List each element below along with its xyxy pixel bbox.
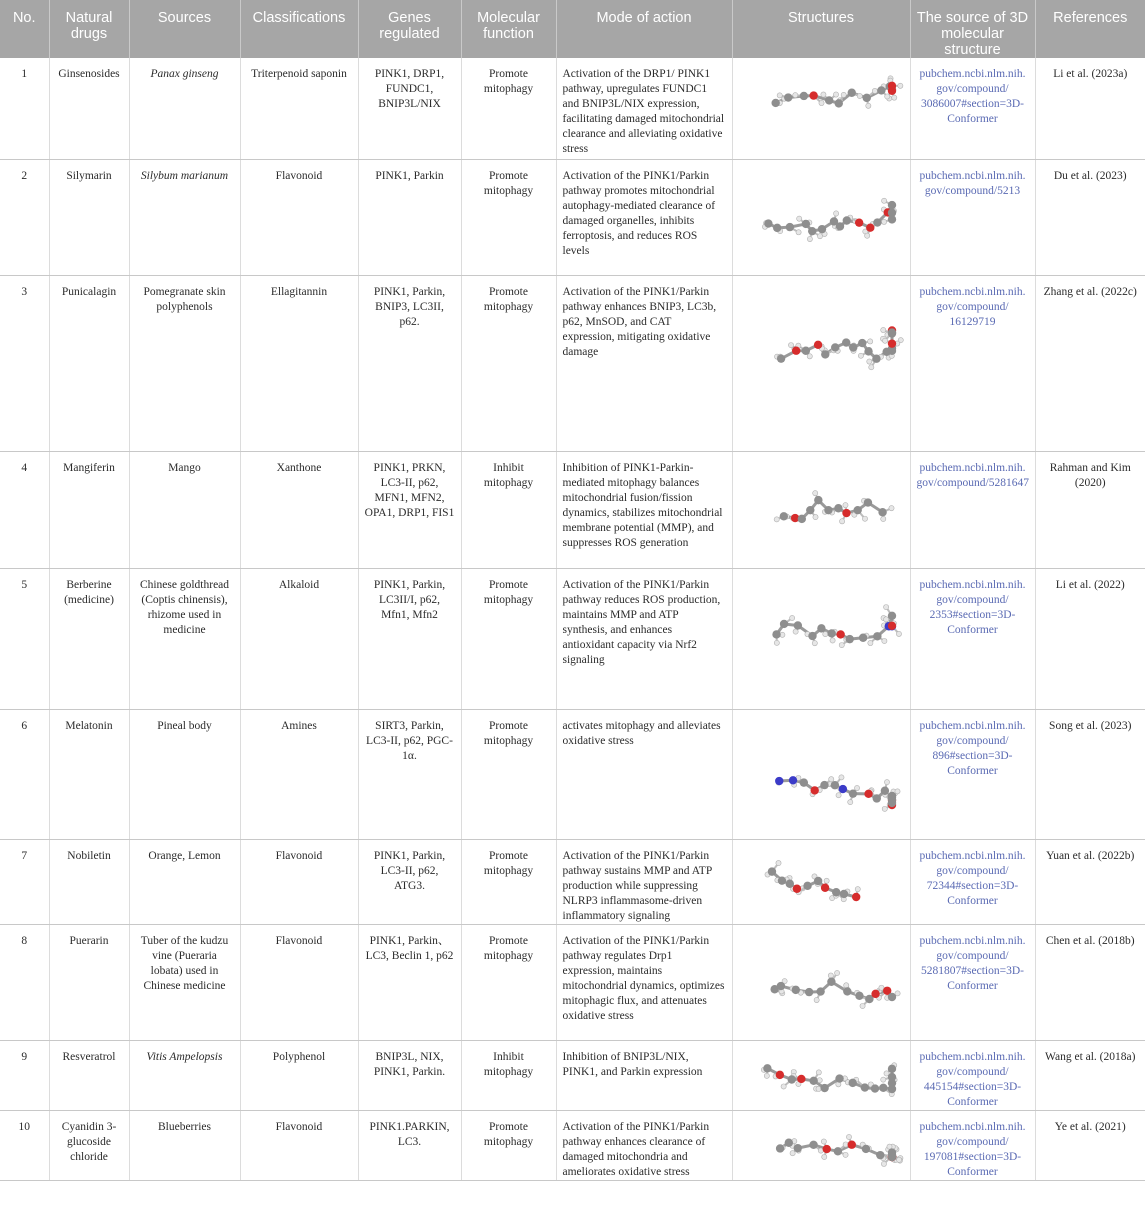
- molecule-3d-resveratrol: [736, 1041, 906, 1099]
- molecule-3d-punicalagin: [736, 276, 906, 446]
- cell-genes: PINK1, Parkin: [358, 159, 461, 275]
- cell-function: Promote mitophagy: [461, 568, 556, 709]
- cell-3d-source-link[interactable]: pubchem.ncbi.nlm.nih. gov/compound/ 16129719: [910, 275, 1035, 451]
- cell-drug-name: Punicalagin: [49, 275, 129, 451]
- cell-classification: Xanthone: [240, 451, 358, 568]
- cell-reference: Ye et al. (2021): [1035, 1110, 1145, 1180]
- cell-mode-of-action: Activation of the PINK1/Parkin pathway reduces ROS production, maintains MMP and ATP synthesis, and enhances antioxidant capacity via Nrf2 signaling: [556, 568, 732, 709]
- cell-source: Blueberries: [129, 1110, 240, 1180]
- table-row: [0, 451, 1145, 568]
- cell-source: Chinese goldthread (Coptis chinensis), rhizome used in medicine: [129, 568, 240, 709]
- molecule-3d-melatonin: [736, 710, 906, 834]
- cell-reference: Li et al. (2022): [1035, 568, 1145, 709]
- cell-structure: [732, 275, 910, 451]
- cell-no: 3: [0, 275, 49, 451]
- molecule-icon: [733, 1111, 910, 1167]
- molecule-icon: [733, 569, 910, 704]
- cell-mode-of-action: Activation of the DRP1/ PINK1 pathway, upregulates FUNDC1 and BNIP3L/NIX expression, facilitating damaged mitochondrial clearance and alleviating oxidative stress: [556, 58, 732, 159]
- cell-mode-of-action: Inhibition of PINK1-Parkin-mediated mitophagy balances mitochondrial fusion/fission dynamics, stabilizes mitochondrial membrane potential (MMP), and suppresses ROS generation: [556, 451, 732, 568]
- cell-no: 1: [0, 58, 49, 159]
- cell-source: Orange, Lemon: [129, 839, 240, 924]
- cell-classification: Flavonoid: [240, 1110, 358, 1180]
- cell-mode-of-action: Activation of the PINK1/Parkin pathway promotes mitochondrial autophagy-mediated clearance of damaged organelles, inhibits ferroptosis, and reduces ROS levels: [556, 159, 732, 275]
- header-genes-regulated: Genes regulated: [358, 0, 461, 58]
- cell-source: Panax ginseng: [129, 58, 240, 159]
- cell-3d-source-link[interactable]: pubchem.ncbi.nlm.nih. gov/compound/ 197081#section=3D- Conformer: [910, 1110, 1035, 1180]
- cell-no: 10: [0, 1110, 49, 1180]
- cell-genes: PINK1.PARKIN, LC3.: [358, 1110, 461, 1180]
- molecule-icon: [733, 452, 910, 563]
- cell-3d-source-link[interactable]: pubchem.ncbi.nlm.nih. gov/compound/5213: [910, 159, 1035, 275]
- header-molecular-function: Molecular function: [461, 0, 556, 58]
- cell-drug-name: Nobiletin: [49, 839, 129, 924]
- table-row: [0, 924, 1145, 1040]
- cell-mode-of-action: Activation of the PINK1/Parkin pathway regulates Drp1 expression, maintains mitochondrial dynamics, optimizes mitophagic flux, and attenuates oxidative stress: [556, 924, 732, 1040]
- cell-genes: PINK1, Parkin, LC3-II, p62, ATG3.: [358, 839, 461, 924]
- molecule-icon: [733, 840, 910, 907]
- cell-structure: [732, 1040, 910, 1110]
- cell-drug-name: Resveratrol: [49, 1040, 129, 1110]
- cell-function: Promote mitophagy: [461, 275, 556, 451]
- table-row: [0, 1040, 1145, 1110]
- cell-3d-source-link[interactable]: pubchem.ncbi.nlm.nih. gov/compound/ 445154#section=3D- Conformer: [910, 1040, 1035, 1110]
- cell-reference: Wang et al. (2018a): [1035, 1040, 1145, 1110]
- cell-function: Promote mitophagy: [461, 709, 556, 839]
- cell-classification: Triterpenoid saponin: [240, 58, 358, 159]
- cell-source: Mango: [129, 451, 240, 568]
- header-references: References: [1035, 0, 1145, 58]
- molecule-icon: [733, 925, 910, 1035]
- cell-function: Promote mitophagy: [461, 1110, 556, 1180]
- cell-classification: Polyphenol: [240, 1040, 358, 1110]
- cell-3d-source-link[interactable]: pubchem.ncbi.nlm.nih. gov/compound/ 3086007#section=3D- Conformer: [910, 58, 1035, 159]
- cell-source: Silybum marianum: [129, 159, 240, 275]
- cell-function: Inhibit mitophagy: [461, 1040, 556, 1110]
- molecule-3d-cyanidin: [736, 1111, 906, 1167]
- header-sources: Sources: [129, 0, 240, 58]
- cell-classification: Flavonoid: [240, 839, 358, 924]
- cell-drug-name: Melatonin: [49, 709, 129, 839]
- cell-reference: Chen et al. (2018b): [1035, 924, 1145, 1040]
- cell-structure: [732, 839, 910, 924]
- cell-no: 7: [0, 839, 49, 924]
- cell-genes: BNIP3L, NIX, PINK1, Parkin.: [358, 1040, 461, 1110]
- cell-genes: PINK1, DRP1, FUNDC1, BNIP3L/NIX: [358, 58, 461, 159]
- cell-reference: Du et al. (2023): [1035, 159, 1145, 275]
- molecule-3d-berberine: [736, 569, 906, 704]
- molecule-icon: [733, 1041, 910, 1099]
- table-row: [0, 568, 1145, 709]
- cell-source: Pineal body: [129, 709, 240, 839]
- cell-mode-of-action: Activation of the PINK1/Parkin pathway sustains MMP and ATP production while suppressing NLRP3 inflammasome-driven inflammatory signaling: [556, 839, 732, 924]
- cell-genes: SIRT3, Parkin, LC3-II, p62, PGC-1α.: [358, 709, 461, 839]
- cell-mode-of-action: Activation of the PINK1/Parkin pathway enhances BNIP3, LC3b, p62, MnSOD, and CAT expression, mitigating oxidative damage: [556, 275, 732, 451]
- cell-reference: Zhang et al. (2022c): [1035, 275, 1145, 451]
- cell-classification: Amines: [240, 709, 358, 839]
- cell-reference: Li et al. (2023a): [1035, 58, 1145, 159]
- molecule-icon: [733, 276, 910, 446]
- header-structures: Structures: [732, 0, 910, 58]
- cell-drug-name: Silymarin: [49, 159, 129, 275]
- cell-drug-name: Cyanidin 3-glucoside chloride: [49, 1110, 129, 1180]
- cell-no: 2: [0, 159, 49, 275]
- table-row: [0, 1110, 1145, 1180]
- cell-structure: [732, 58, 910, 159]
- cell-no: 4: [0, 451, 49, 568]
- cell-genes: PINK1, PRKN, LC3-II, p62, MFN1, MFN2, OPA1, DRP1, FIS1: [358, 451, 461, 568]
- table-row: [0, 159, 1145, 275]
- header-natural-drugs: Natural drugs: [49, 0, 129, 58]
- cell-mode-of-action: activates mitophagy and alleviates oxidative stress: [556, 709, 732, 839]
- molecule-icon: [733, 58, 910, 153]
- cell-function: Promote mitophagy: [461, 924, 556, 1040]
- cell-drug-name: Berberine (medicine): [49, 568, 129, 709]
- header-no: No.: [0, 0, 49, 58]
- molecule-3d-ginsenosides: [736, 58, 906, 153]
- cell-3d-source-link[interactable]: pubchem.ncbi.nlm.nih. gov/compound/5281647: [910, 451, 1035, 568]
- table-row: [0, 58, 1145, 159]
- header-classifications: Classifications: [240, 0, 358, 58]
- cell-drug-name: Puerarin: [49, 924, 129, 1040]
- cell-classification: Flavonoid: [240, 159, 358, 275]
- cell-genes: PINK1, Parkin、 LC3, Beclin 1, p62: [358, 924, 461, 1040]
- cell-drug-name: Mangiferin: [49, 451, 129, 568]
- cell-function: Promote mitophagy: [461, 58, 556, 159]
- molecule-3d-puerarin: [736, 925, 906, 1035]
- table-row: [0, 275, 1145, 451]
- cell-structure: [732, 709, 910, 839]
- cell-source: Pomegranate skin polyphenols: [129, 275, 240, 451]
- cell-structure: [732, 1110, 910, 1180]
- cell-drug-name: Ginsenosides: [49, 58, 129, 159]
- cell-classification: Alkaloid: [240, 568, 358, 709]
- table-row: [0, 709, 1145, 839]
- cell-structure: [732, 568, 910, 709]
- cell-function: Promote mitophagy: [461, 839, 556, 924]
- cell-3d-source-link[interactable]: pubchem.ncbi.nlm.nih. gov/compound/ 72344#section=3D- Conformer: [910, 839, 1035, 924]
- cell-function: Promote mitophagy: [461, 159, 556, 275]
- cell-classification: Flavonoid: [240, 924, 358, 1040]
- cell-no: 6: [0, 709, 49, 839]
- cell-function: Inhibit mitophagy: [461, 451, 556, 568]
- cell-source: Tuber of the kudzu vine (Pueraria lobata) used in Chinese medicine: [129, 924, 240, 1040]
- cell-source: Vitis Ampelopsis: [129, 1040, 240, 1110]
- cell-3d-source-link[interactable]: pubchem.ncbi.nlm.nih. gov/compound/ 896#section=3D- Conformer: [910, 709, 1035, 839]
- cell-genes: PINK1, Parkin, BNIP3, LC3II, p62.: [358, 275, 461, 451]
- header-row: [0, 0, 1145, 58]
- cell-mode-of-action: Activation of the PINK1/Parkin pathway enhances clearance of damaged mitochondria and ameliorates oxidative stress: [556, 1110, 732, 1180]
- molecule-3d-silymarin: [736, 160, 906, 270]
- molecule-icon: [733, 710, 910, 834]
- header-mode-of-action: Mode of action: [556, 0, 732, 58]
- molecule-3d-mangiferin: [736, 452, 906, 563]
- cell-no: 9: [0, 1040, 49, 1110]
- cell-no: 8: [0, 924, 49, 1040]
- cell-classification: Ellagitannin: [240, 275, 358, 451]
- cell-genes: PINK1, Parkin, LC3II/I, p62, Mfn1, Mfn2: [358, 568, 461, 709]
- cell-reference: Yuan et al. (2022b): [1035, 839, 1145, 924]
- cell-3d-source-link[interactable]: pubchem.ncbi.nlm.nih. gov/compound/ 5281807#section=3D- Conformer: [910, 924, 1035, 1040]
- molecule-3d-nobiletin: [736, 840, 906, 907]
- cell-reference: Rahman and Kim (2020): [1035, 451, 1145, 568]
- cell-mode-of-action: Inhibition of BNIP3L/NIX, PINK1, and Parkin expression: [556, 1040, 732, 1110]
- cell-structure: [732, 924, 910, 1040]
- cell-no: 5: [0, 568, 49, 709]
- cell-structure: [732, 159, 910, 275]
- header-3d-source: The source of 3D molecular structure: [910, 0, 1035, 58]
- cell-reference: Song et al. (2023): [1035, 709, 1145, 839]
- cell-structure: [732, 451, 910, 568]
- cell-3d-source-link[interactable]: pubchem.ncbi.nlm.nih. gov/compound/ 2353#section=3D- Conformer: [910, 568, 1035, 709]
- table-row: [0, 839, 1145, 924]
- molecule-icon: [733, 160, 910, 270]
